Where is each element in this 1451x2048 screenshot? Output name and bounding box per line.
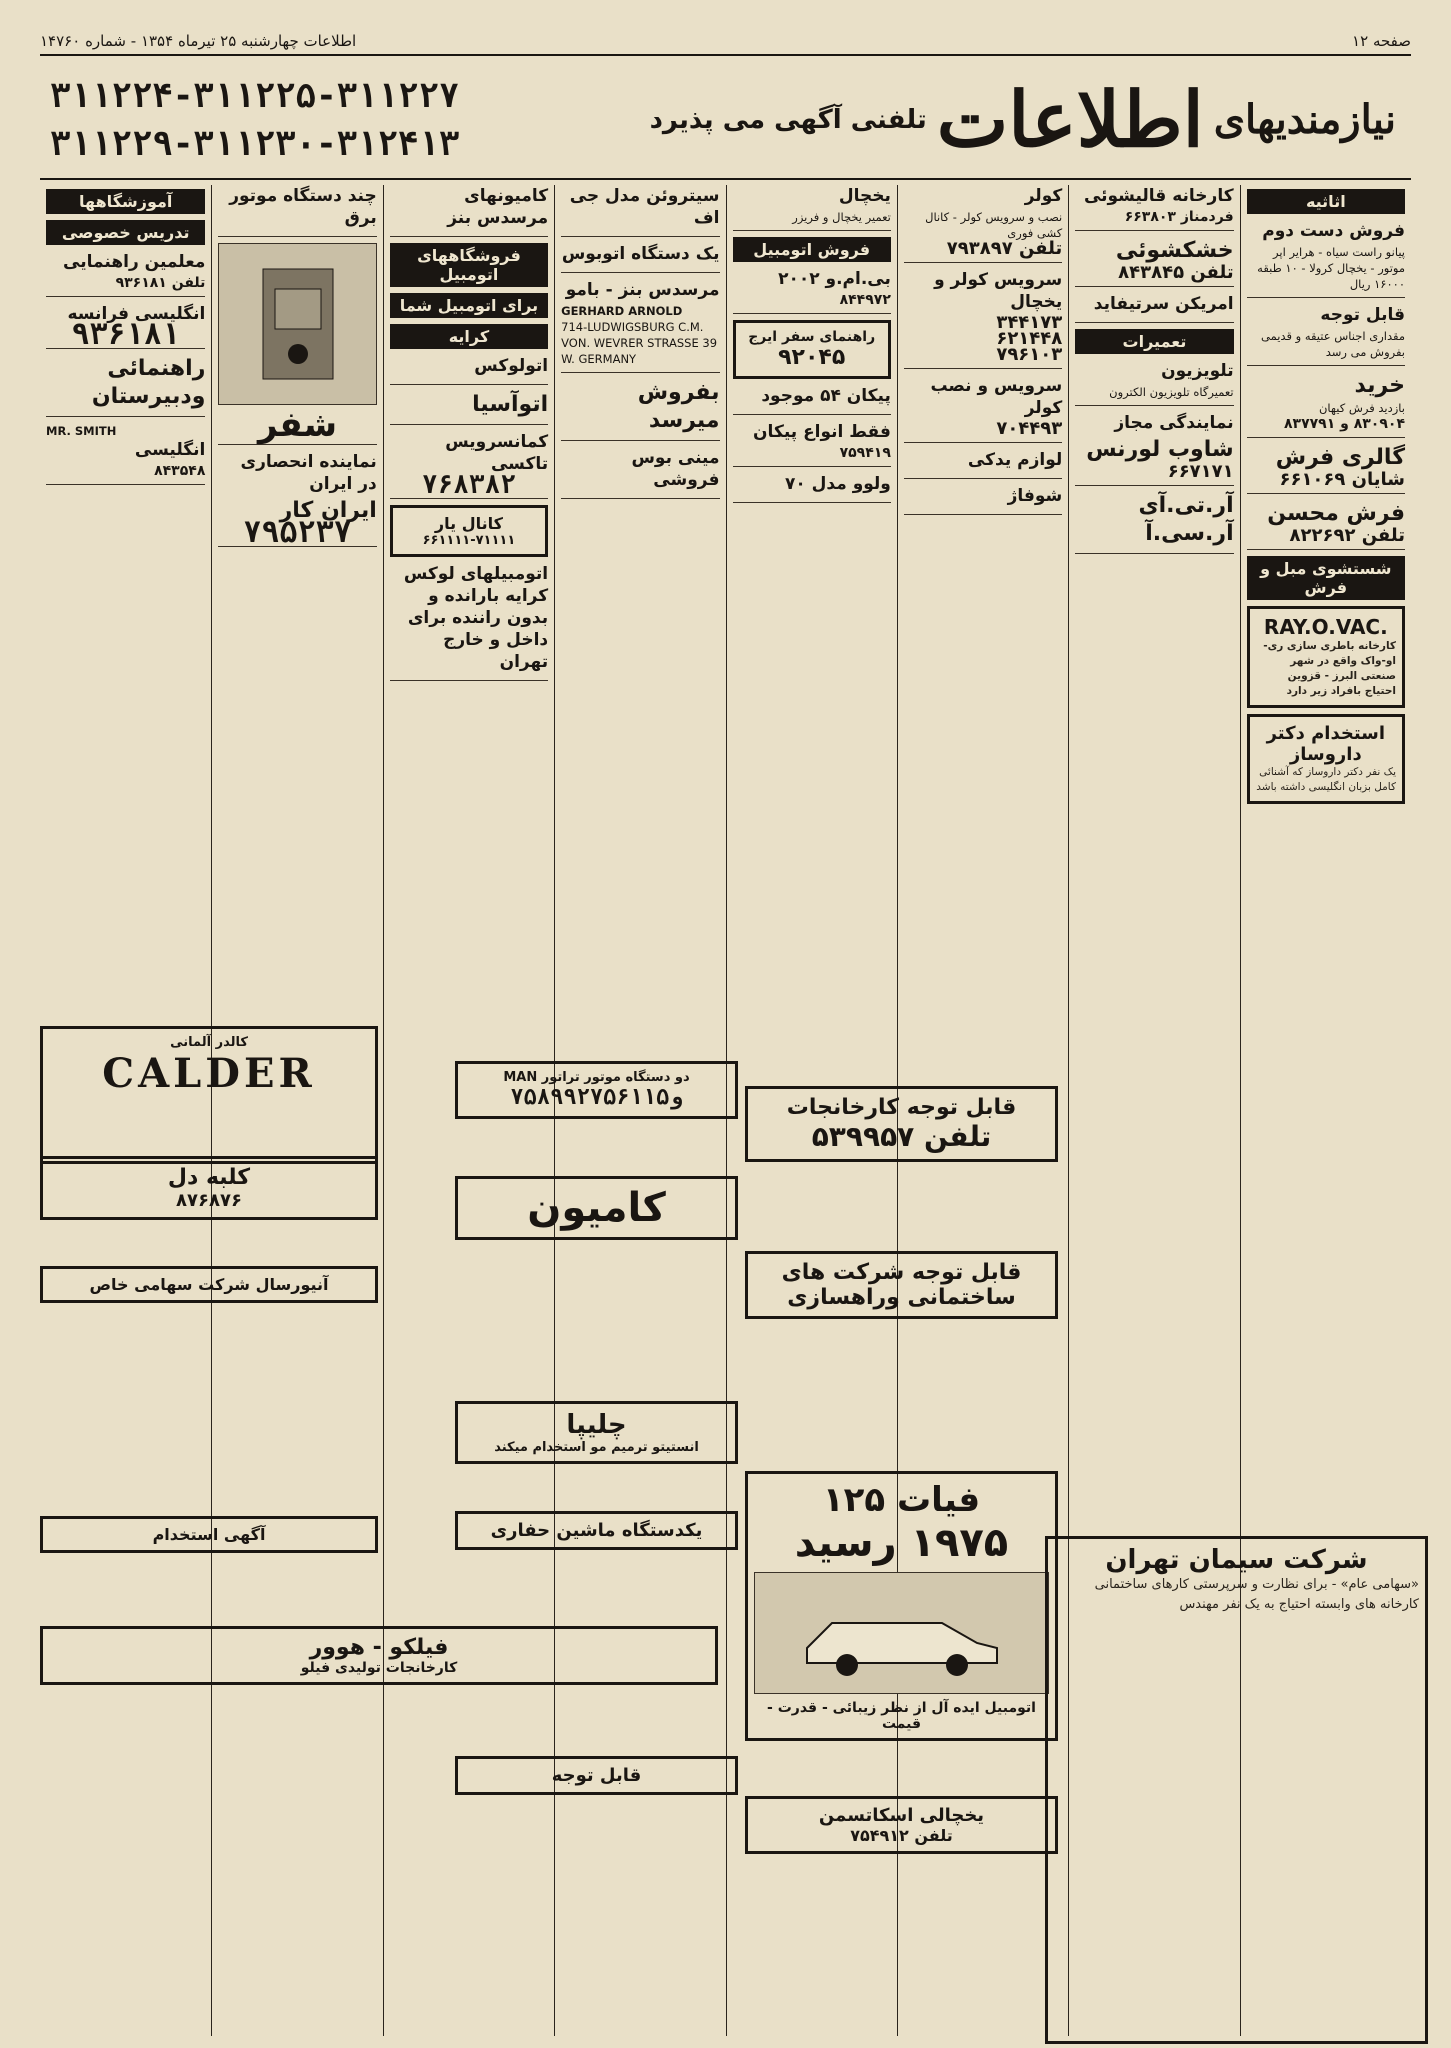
section-furniture: اثاثیه xyxy=(1247,189,1405,214)
ad-text: یک نفر دکتر داروساز که آشنائی کامل بزبان انگلیسی داشته باشد xyxy=(1256,766,1396,793)
ad-cooler-install xyxy=(904,375,1062,443)
section-carpet-wash: شستشوی مبل و فرش xyxy=(1247,556,1405,600)
ad-fiat xyxy=(745,1471,1058,1741)
ad-heading: سرویس کولر و یخچال xyxy=(934,270,1063,312)
masthead xyxy=(50,62,1396,177)
masthead-phones xyxy=(50,72,459,168)
ad-citroen xyxy=(561,185,719,237)
page-number: صفحه ۱۲ xyxy=(1352,32,1411,50)
masthead-need: نیازمندیهای xyxy=(1213,96,1396,143)
ad-heading: یخچال xyxy=(838,186,891,206)
ad-text: کارخانجات تولیدی فیلو xyxy=(300,1660,458,1676)
top-dateline xyxy=(40,30,1411,52)
ad-universal xyxy=(40,1266,378,1303)
ad-heading: کانال یار xyxy=(434,514,503,533)
ad-phone-3: ۷۹۶۱۰۳ xyxy=(996,344,1063,365)
section-car-stores: فروشگاههای اتومبیل xyxy=(390,243,548,287)
ad-for-sale xyxy=(561,379,719,441)
ad-heading: قابل توجه شرکت های ساختمانی وراهسازی xyxy=(781,1260,1022,1310)
ad-paykan xyxy=(733,385,891,415)
ad-carpet-factory xyxy=(1075,185,1233,231)
ad-text: ایران کار xyxy=(279,498,377,523)
ad-volvo xyxy=(733,473,891,503)
ad-heading: پیکان ۵۴ موجود xyxy=(761,386,891,406)
ad-text: پیانو راست سیاه - هرایر اپر موتور - یخچال کرولا - ۱۰ طبقه ۱۶۰۰۰ ریال xyxy=(1257,245,1405,291)
ad-phone: ۷۹۵۲۳۷ xyxy=(243,515,352,550)
ad-paykan-types xyxy=(733,421,891,467)
ad-bus xyxy=(561,243,719,273)
section-repairs: تعمیرات xyxy=(1075,329,1233,354)
ad-heading: تلویزیون xyxy=(1161,361,1234,381)
ad-luxury-rental xyxy=(390,563,548,681)
ad-television xyxy=(1075,360,1233,406)
masthead-rule xyxy=(40,178,1411,180)
ad-iran-kar xyxy=(218,451,377,550)
ad-text: «سهامی عام» - برای نظارت و سرپرستی کارهای ساختمانی کارخانه های وابسته احتیاج به یک نفر مهندس xyxy=(1094,1577,1419,1612)
issue-date: اطلاعات چهارشنبه ۲۵ تیرماه ۱۳۵۴ - شماره ۱۴۷۶۰ xyxy=(40,32,357,50)
ad-heading: اتولوکس xyxy=(474,356,549,376)
ad-taxi-service xyxy=(390,431,548,499)
ad-kolbe-del xyxy=(40,1156,378,1220)
ad-used-sale xyxy=(1247,220,1405,298)
ad-text: نصب و سرویس کولر - کانال کشی فوری xyxy=(925,210,1063,240)
ad-heading: یخچالی اسکاتسمن xyxy=(818,1805,985,1826)
ad-heading: بفروش میرسد xyxy=(637,380,720,433)
ad-phone: ۶۶۱۱۱۱-۷۱۱۱۱ xyxy=(422,533,516,548)
ad-phone: ۷۵۸۹۹۲و۷۵۶۱۱۵ xyxy=(510,1085,683,1110)
ad-phone: تلفن ۷۵۴۹۱۲ xyxy=(850,1826,953,1845)
ad-heading: قابل توجه xyxy=(1320,305,1405,325)
ad-heading: کولر xyxy=(1024,186,1063,206)
ad-heading: راهنمای سفر ایرج xyxy=(748,329,876,345)
ad-heading: RAY.O.VAC. xyxy=(1263,615,1388,639)
ad-heading: ولوو مدل ۷۰ xyxy=(785,474,891,494)
ad-mohsen-carpet xyxy=(1247,500,1405,550)
ad-text: تعمیرگاه تلویزیون الکترون xyxy=(1109,385,1234,399)
ad-heading: چلیپا xyxy=(566,1410,627,1440)
ad-guidance-teachers xyxy=(46,251,205,297)
ad-man-tractor xyxy=(455,1061,738,1119)
ad-phone: ۹۲۰۴۵ xyxy=(778,345,846,370)
ad-text: آر.سی.آ xyxy=(1145,521,1234,546)
ad-phone-2: ۶۲۱۴۴۸ xyxy=(996,328,1063,349)
car-photo xyxy=(754,1572,1049,1694)
ad-heading: نمایندگی مجاز xyxy=(1114,413,1234,433)
top-rule xyxy=(40,54,1411,56)
ad-brand: CALDER xyxy=(102,1050,316,1097)
phones-line-1: ۳۱۱۲۲۴-۳۱۱۲۲۵-۳۱۱۲۲۷ xyxy=(50,75,460,116)
section-for-your-car: برای اتومبیل شما xyxy=(390,293,548,318)
ad-heading: استخدام دکتر داروساز xyxy=(1266,723,1386,765)
car-icon xyxy=(792,1588,1012,1678)
ad-phone: ۸۴۳۵۴۸ xyxy=(154,463,206,479)
ad-mercedes xyxy=(561,279,719,373)
ad-heading: قابل توجه xyxy=(551,1765,642,1786)
ad-calder xyxy=(40,1026,378,1164)
ad-phone: ۳۴۴۱۷۳ xyxy=(996,312,1063,333)
ad-drilling xyxy=(455,1511,738,1550)
ad-heading: چند دستگاه موتور برق xyxy=(229,186,377,228)
ad-schafer xyxy=(218,405,376,445)
ad-heading: بی.ام.و ۲۰۰۲ xyxy=(778,269,891,289)
ad-heading: آگهی استخدام xyxy=(152,1525,266,1544)
ad-minibus xyxy=(561,447,719,499)
ad-heading: کمانسرویس تاکسی xyxy=(445,432,549,474)
ad-phone: تلفن ۸۴۳۸۴۵ xyxy=(1118,262,1234,283)
ad-english-french xyxy=(46,303,206,352)
ad-heading: مینی بوس فروشی xyxy=(631,448,720,490)
ad-refrigerator xyxy=(733,185,891,231)
ad-text: شاوب لورنس xyxy=(1086,437,1234,462)
ad-slogan: اتومبیل ایده آل از نظر زیبائی - قدرت - قیمت xyxy=(767,1700,1036,1732)
ad-bmw xyxy=(733,268,891,314)
ad-heading: خشکشوئی xyxy=(1115,238,1234,263)
masthead-title xyxy=(650,75,1396,164)
ad-heading: شرکت سیمان تهران xyxy=(1105,1545,1368,1575)
ad-heading: کامیون xyxy=(527,1185,666,1231)
ad-heading: دو دستگاه موتور تراتور MAN xyxy=(503,1070,690,1085)
ad-heading: فرش محسن xyxy=(1267,501,1405,526)
ad-construction xyxy=(745,1251,1058,1319)
ad-chalipa xyxy=(455,1401,738,1464)
ad-heading: معلمین راهنمایی xyxy=(63,252,206,272)
ad-heading: مرسدس بنز - بامو xyxy=(565,280,720,300)
ad-text: مقداری اجناس عتیقه و قدیمی بفروش می رسد xyxy=(1260,329,1405,359)
ad-schaub-lorenz xyxy=(1075,412,1233,486)
ad-heading: کارخانه قالیشوئی xyxy=(1083,186,1234,206)
machine-icon xyxy=(253,259,343,389)
ad-price: ۱۹۷۵ رسید xyxy=(794,1520,1009,1566)
ad-canal-yar xyxy=(390,505,548,557)
ad-scotsman xyxy=(745,1796,1058,1854)
ad-phone: شایان ۶۶۱۰۶۹ xyxy=(1279,469,1405,490)
ad-heading: سرویس و نصب کولر xyxy=(930,376,1063,418)
ad-heading: فروش دست دوم xyxy=(1262,221,1405,241)
ad-heading: MR. SMITH xyxy=(46,424,117,438)
ad-phone: تلفن ۷۹۳۸۹۷ xyxy=(946,238,1063,259)
section-schools: آموزشگاهها xyxy=(46,189,205,214)
ad-heading: آر.تی.آی xyxy=(1138,493,1234,518)
ad-cooler xyxy=(904,185,1062,263)
masthead-ettelaat: اطلاعات xyxy=(936,75,1204,164)
ad-antiques xyxy=(1247,304,1405,366)
ad-heading: نماینده انحصاری در ایران xyxy=(240,452,377,494)
ad-heading: انگلیسی فرانسه xyxy=(67,304,206,324)
ad-factories xyxy=(745,1086,1058,1162)
ad-text: انگلیسی xyxy=(134,440,206,460)
ad-text: تعمیر یخچال و فریزر xyxy=(792,210,891,224)
ad-heading: کلبه دل xyxy=(167,1165,251,1190)
phones-line-2: ۳۱۱۲۲۹-۳۱۱۲۳۰-۳۱۲۴۱۳ xyxy=(50,123,460,164)
ad-spare-parts xyxy=(904,449,1062,479)
ad-phone: ۷۵۹۴۱۹ xyxy=(839,445,891,461)
ad-heading: فقط انواع پیکان xyxy=(753,422,891,442)
ad-dry-clean xyxy=(1075,237,1233,287)
ad-highschool xyxy=(46,355,205,417)
ad-heading: اتومبیلهای لوکس کرایه بارانده و بدون راننده برای داخل و خارج تهران xyxy=(403,564,549,672)
ad-truck xyxy=(455,1176,738,1240)
masthead-accept: تلفنی آگهی می پذیرد xyxy=(649,104,927,135)
ad-heading: یکدستگاه ماشین حفاری xyxy=(490,1520,703,1541)
ad-phone: ۸۴۴۹۷۲ xyxy=(839,292,891,308)
ad-phone: ۹۳۶۱۸۱ xyxy=(71,317,180,352)
ad-pharmacist xyxy=(1247,714,1405,804)
section-private-tutoring: تدریس خصوصی xyxy=(46,220,205,245)
ad-phone: تلفن ۵۳۹۹۵۷ xyxy=(811,1120,992,1153)
ad-heading: شفر xyxy=(258,405,338,445)
ad-heading: فیلکو - هوور xyxy=(309,1635,449,1660)
ad-rti-rca xyxy=(1075,492,1233,554)
ad-heading: گالری فرش xyxy=(1275,445,1405,470)
ad-tehran-cement xyxy=(1045,1536,1428,2044)
ad-heading: اتوآسیا xyxy=(472,392,549,417)
ad-heading: راهنمائی ودبیرستان xyxy=(91,356,206,409)
ad-attention xyxy=(455,1756,738,1795)
ad-heading: امریکن سرتیفاید xyxy=(1093,294,1234,314)
ad-generators xyxy=(218,185,376,237)
ad-phone: ۸۳۰۹۰۴ و ۸۳۷۷۹۱ xyxy=(1283,416,1405,432)
ad-phone: ۷۶۸۳۸۲ xyxy=(421,470,516,500)
ad-subtitle: کالدر آلمانی xyxy=(170,1035,248,1050)
ad-heading: قابل توجه کارخانجات xyxy=(786,1095,1017,1120)
section-car-sales: فروش اتومبیل xyxy=(733,237,891,262)
ad-heading: شوفاژ xyxy=(1007,486,1063,506)
ad-text: کارخانه باطری سازی ری-او-واک واقع در شهر صنعتی البرز - قزوین احتیاج بافراد زیر دارد xyxy=(1263,640,1396,697)
ad-heading: فیات ۱۲۵ xyxy=(822,1480,981,1520)
ad-american-certified xyxy=(1075,293,1233,323)
ad-phone: تلفن ۹۳۶۱۸۱ xyxy=(115,275,206,291)
ad-carpet-gallery xyxy=(1247,444,1405,494)
ad-address: 714-LUDWIGSBURG C.M. VON. WEVRER STRASSE 39 W. GERMANY xyxy=(561,320,718,366)
ad-mr-smith xyxy=(46,423,205,485)
ad-employment xyxy=(40,1516,378,1553)
ad-philco-hoover xyxy=(40,1626,718,1685)
ad-phone: ۶۶۷۱۷۱ xyxy=(1167,461,1234,482)
ad-cooler-fridge xyxy=(904,269,1062,369)
ad-autoasia xyxy=(390,391,548,425)
machine-photo xyxy=(218,243,376,405)
ad-text: بازدید فرش کیهان xyxy=(1318,401,1405,415)
ad-iraj-travel xyxy=(733,320,891,379)
ad-phone: ۷۰۴۴۹۳ xyxy=(996,418,1063,439)
ad-heading: آنیورسال شرکت سهامی خاص xyxy=(89,1275,329,1294)
ad-heading: کامیونهای مرسدس بنز xyxy=(447,186,549,228)
section-rental: کرایه xyxy=(390,324,548,349)
ad-company: GERHARD ARNOLD xyxy=(561,304,683,318)
ad-heating xyxy=(904,485,1062,515)
ad-autolux xyxy=(390,355,548,385)
ad-rayovac xyxy=(1247,606,1405,708)
ad-text: انستیتو ترمیم مو استخدام میکند xyxy=(494,1440,699,1455)
ad-phone: ۸۷۶۸۷۶ xyxy=(176,1190,242,1211)
ad-mercedes-trucks xyxy=(390,185,548,237)
ad-heading: لوازم یدکی xyxy=(967,450,1063,470)
ad-phone: تلفن ۸۲۲۶۹۲ xyxy=(1289,525,1405,546)
ad-heading: یک دستگاه اتوبوس xyxy=(561,244,720,264)
ad-heading: سیتروئن مدل جی اف xyxy=(569,186,720,228)
ad-heading: خرید xyxy=(1354,373,1405,398)
ad-phone: فردمناز ۶۶۳۸۰۳ xyxy=(1124,209,1234,225)
ad-buy-carpet xyxy=(1247,372,1405,438)
